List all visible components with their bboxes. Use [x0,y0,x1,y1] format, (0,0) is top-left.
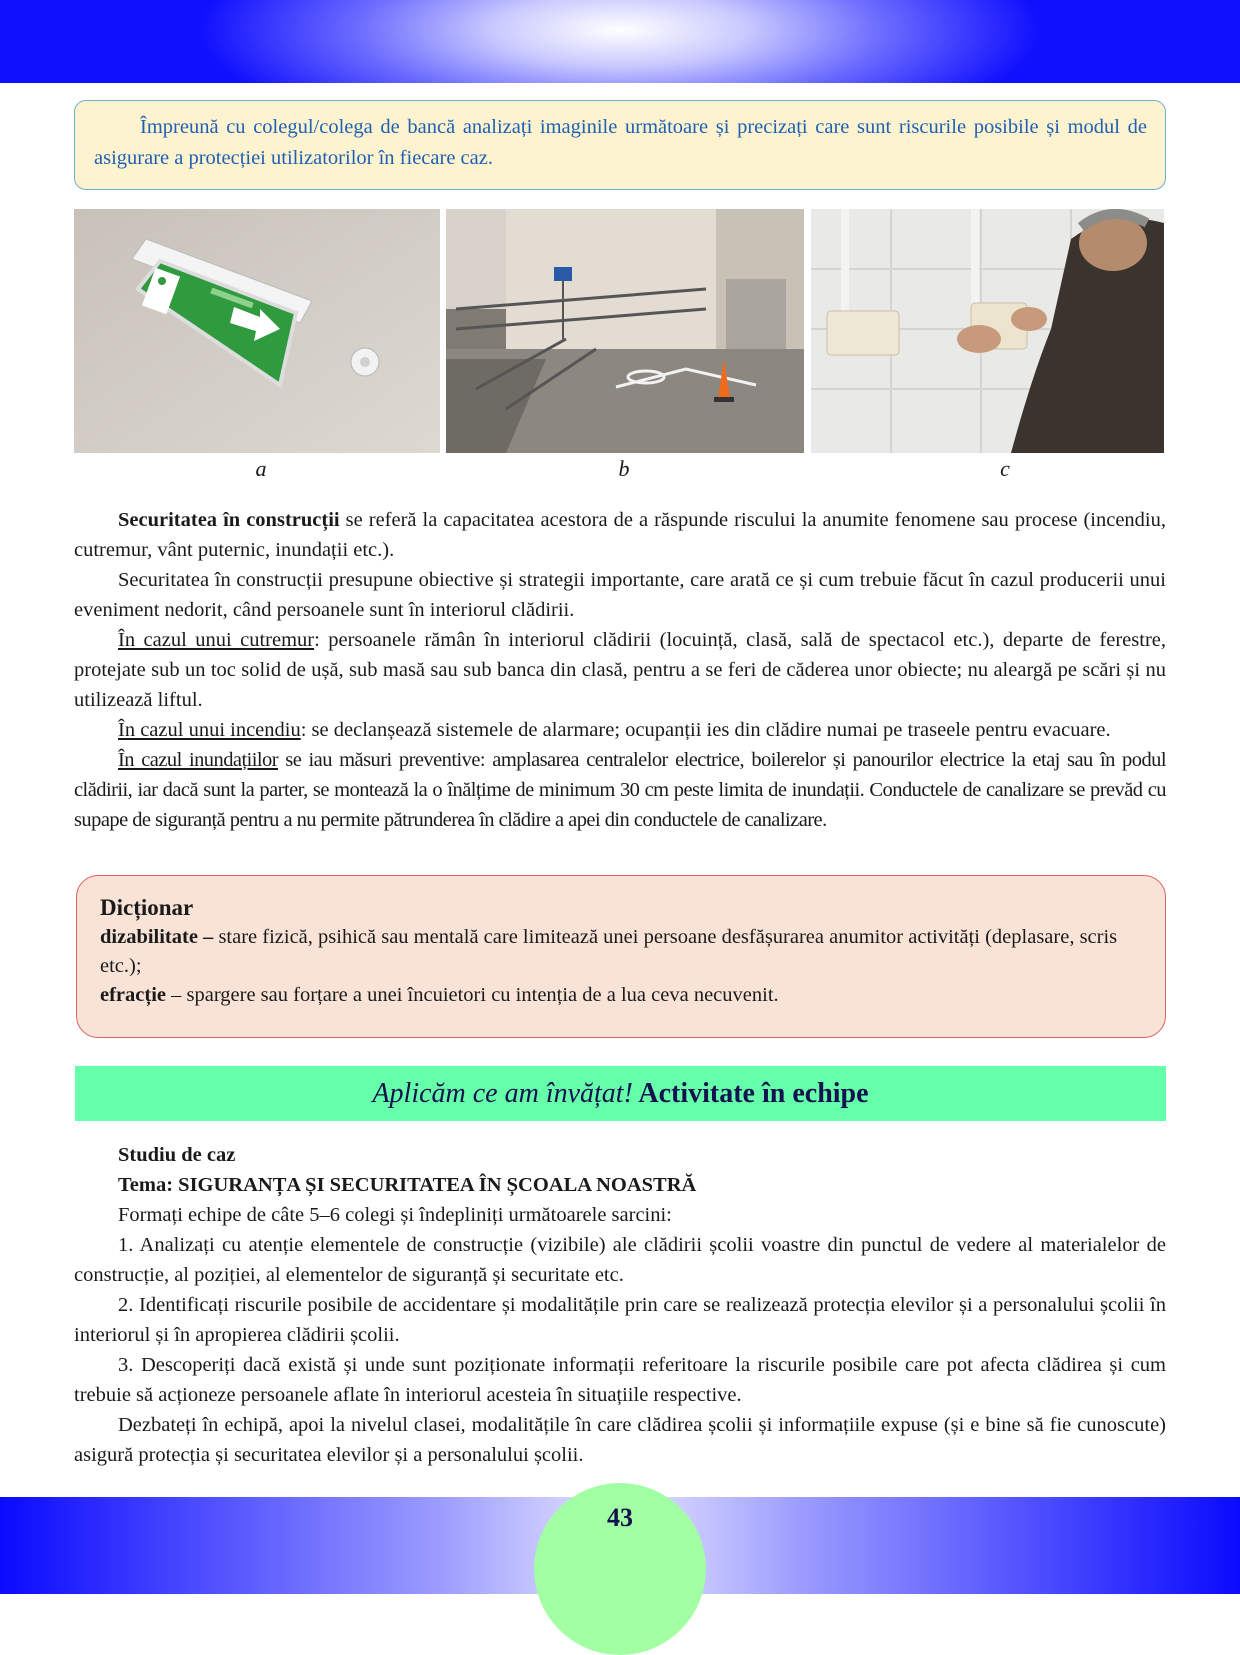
case-study-section [74,1140,1166,1470]
task-item: 2. Identificați riscurile posibile de accidentare și modalitățile prin care se realizează protecția elevilor și a personalului școlii în interiorul și în apropierea clădirii școlii. [74,1294,1166,1346]
task-item: 1. Analizați cu atenție elementele de construcție (vizibile) ale clădirii școlii voastre din punctul de vedere al materialelor de construcție, al poziției, al elementelor de siguranță și securitate etc. [74,1234,1166,1286]
paragraph-flood: În cazul inundațiilor se iau măsuri preventive: amplasarea centralelor electrice, boilerelor și panourilor electrice la etaj sau în podul clădirii, iar dacă sunt la parter, se montează la o înălțime de minimum 30 cm peste limita de inundații. Conductele de canalizare se prevăd cu supape de siguranță pentru a nu permite pătrunderea în clădire a apei din conductele de canalizare. [74,749,1166,831]
paragraph-earthquake: În cazul unui cutremur: persoanele rămân în interiorul clădirii (locuință, clasă, sală de spectacol etc.), departe de ferestre, protejate sub un toc solid de ușă, sub masă sau sub banca din clasă, pentru a se feri de căderea unor obiecte; nu aleargă pe scări și nu utilizează liftul. [74,629,1166,711]
paragraph-definition: Securitatea în construcții se referă la capacitatea acestora de a răspunde riscului la anumite fenomene sau procese (incendiu, cutremur, vânt puternic, inundații etc.). [74,509,1166,561]
case-study-closing: Dezbateți în echipă, apoi la nivelul clasei, modalitățile în care clădirea școlii și informațiile expuse (și e bine să fie cunoscute) asigură protecția și securitatea elevilor și a personalului școlii. [74,1414,1166,1466]
heading-earthquake: În cazul unui cutremur [118,629,315,651]
case-study-instructions: Formați echipe de câte 5–6 colegi și îndepliniți următoarele sarcini: [118,1204,672,1226]
caption-c: c [1000,456,1010,481]
task-item: 3. Descoperiți dacă există și unde sunt poziționate informații referitoare la riscurile posibile care pot afecta clădirea și cum trebuie să acționeze persoanele aflate în interiorul acesteia în situațiile respective. [74,1354,1166,1406]
term-security: Securitatea în construcții [118,509,340,531]
photo-electrician [811,209,1164,453]
caption-b: b [618,456,630,481]
case-study-label: Studiu de caz [118,1144,236,1166]
dictionary-box [76,875,1166,1038]
intro-box [74,100,1166,190]
paragraph-fire: În cazul unui incendiu: se declanșează sistemele de alarmare; ocupanții ies din clădire numai pe traseele pentru evacuare. [118,719,1111,741]
security-section [74,505,1166,835]
caption-a: a [255,456,267,481]
case-study-theme: Tema: SIGURANȚA ȘI SECURITATEA ÎN ȘCOALA NOASTRĂ [118,1174,697,1196]
dictionary-entry: efracție – spargere sau forțare a unei încuietori cu intenția de a lua ceva necuvenit. [100,984,779,1006]
heading-flood: În cazul inundațiilor [118,749,279,771]
heading-fire: În cazul unui incendiu [118,719,301,741]
intro-text: Împreună cu colegul/colega de bancă analizați imaginile următoare și precizați care sunt riscurile posibile și modul de asigurare a protecției utilizatorilor în fiecare caz. [94,116,1147,169]
paragraph-objectives: Securitatea în construcții presupune obiective și strategii importante, care arată ce și cum trebuie făcut în cazul producerii unui eveniment nedorit, când persoanele sunt în interiorul clădirii. [74,569,1166,621]
dictionary-title: Dicționar [100,895,194,920]
header-band [0,0,1240,83]
photo-exit-sign [74,209,440,453]
activity-banner: Aplicăm ce am învățat! Activitate în echipe [75,1066,1166,1121]
page-number: 43 [607,1503,633,1532]
photo-accessibility-ramp [446,209,804,453]
dictionary-entry: dizabilitate – stare fizică, psihică sau mentală care limitează unei persoane desfășurarea anumitor activități (deplasare, scris etc.); [100,926,1118,977]
